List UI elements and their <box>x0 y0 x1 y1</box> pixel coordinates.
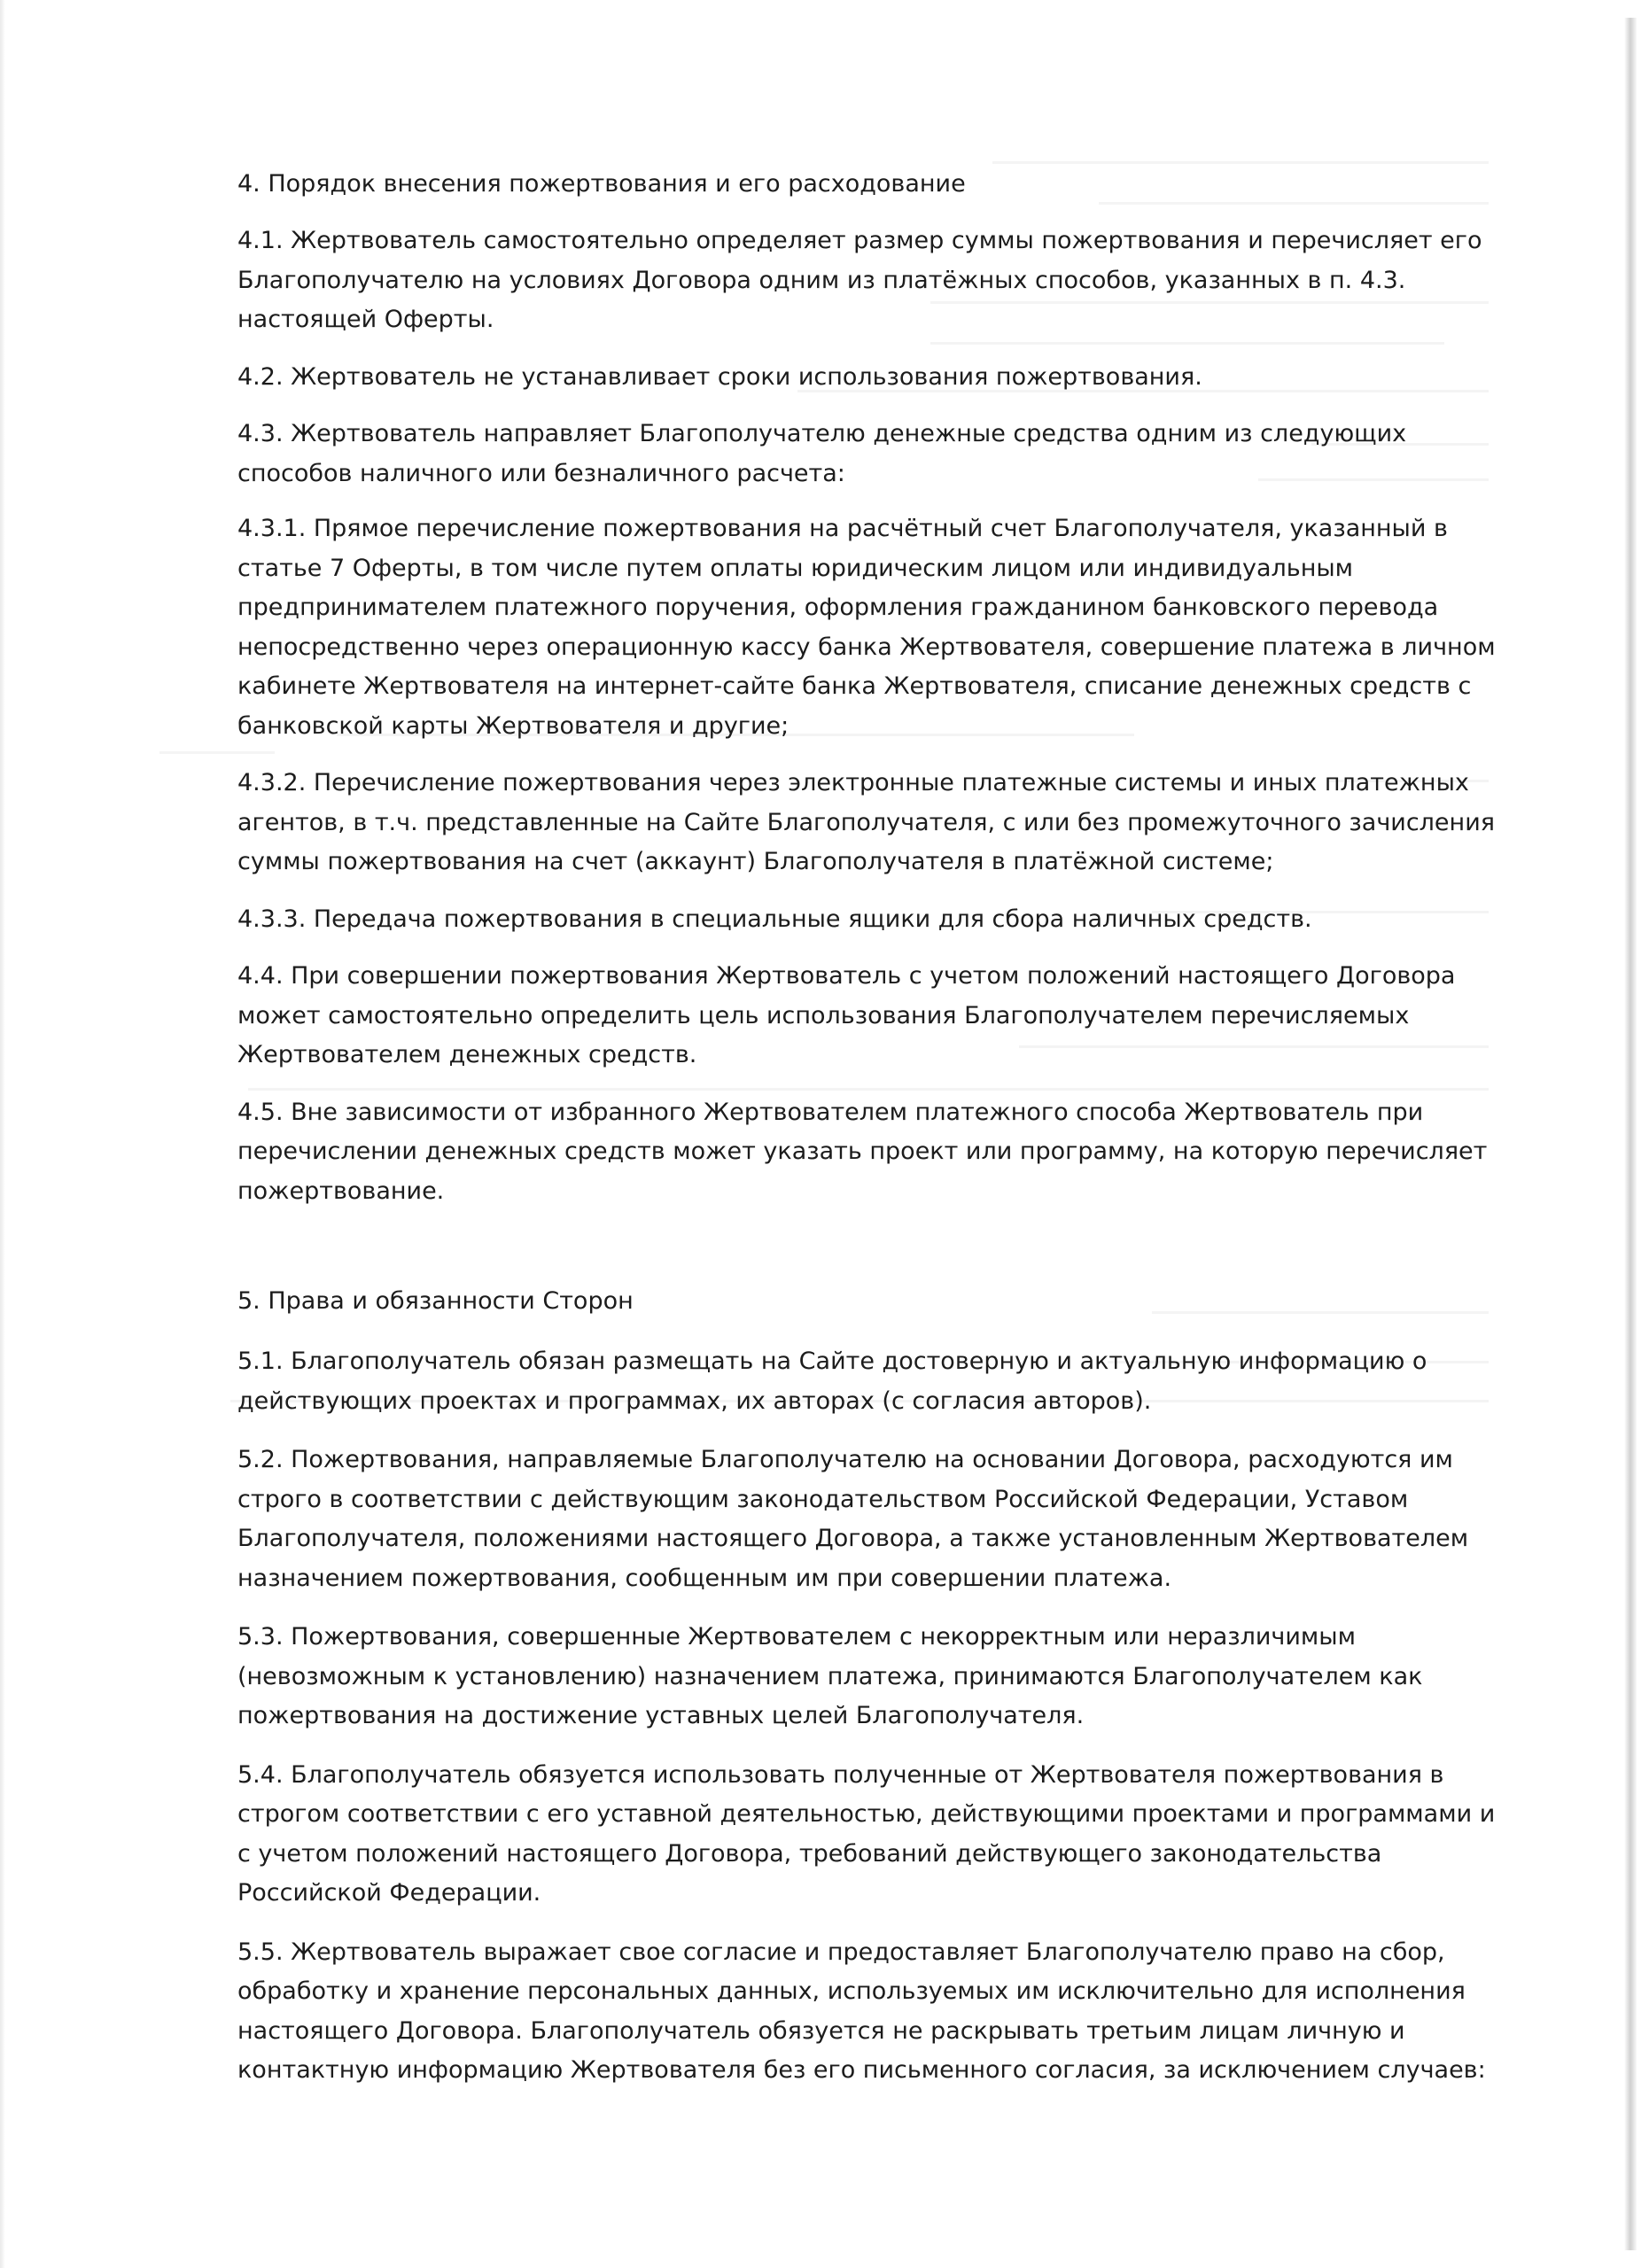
scan-edge-left <box>0 0 5 2268</box>
section-5-heading: 5. Права и обязанности Сторон <box>237 1287 634 1315</box>
paragraph-4-5: 4.5. Вне зависимости от избранного Жертвователем платежного способа Жертвователь при перечислении денежных средств может указать проект или программу, на которую перечисляет пожертвование. <box>237 1098 1488 1205</box>
paragraph-4-3-2: 4.3.2. Перечисление пожертвования через электронные платежные системы и иных платежных агентов, в т.ч. представленные на Сайте Благополучателя, с или без промежуточного зачисления суммы пожертвования на счет (аккаунт) Благополучателя в платёжной системе; <box>237 769 1495 875</box>
paragraph-5-2: 5.2. Пожертвования, направляемые Благополучателю на основании Договора, расходуются им строго в соответствии с действующим законодательством Российской Федерации, Уставом Благополучателя, положениями настоящего Договора, а также установленным Жертвователем назначением пожертвования, сообщенным им при совершении платежа. <box>237 1446 1469 1592</box>
paragraph-5-4: 5.4. Благополучатель обязуется использовать полученные от Жертвователя пожертвования в строгом соответствии с его уставной деятельностью, действующими проектами и программами и с учетом положений настоящего Договора, требований действующего законодательства Российской Федерации. <box>237 1760 1496 1907</box>
section-5 <box>237 1284 1496 2091</box>
section-4 <box>237 167 1496 1211</box>
scan-edge-right <box>1624 18 1637 2250</box>
paragraph-4-3-1: 4.3.1. Прямое перечисление пожертвования на расчётный счет Благополучателя, указанный в статье 7 Оферты, в том числе путем оплаты юридическим лицом или индивидуальным предпринимателем платежного поручения, оформления гражданином банковского перевода непосредственно через операционную кассу банка Жертвователя, совершение платежа в личном кабинете Жертвователя на интернет-сайте банка Жертвователя, списание денежных средств с банковской карты Жертвователя и другие; <box>237 515 1496 740</box>
section-4-heading: 4. Порядок внесения пожертвования и его расходование <box>237 170 966 198</box>
paragraph-4-3-3: 4.3.3. Передача пожертвования в специальные ящики для сбора наличных средств. <box>237 905 1312 933</box>
document-page <box>237 167 1496 2091</box>
paragraph-5-1: 5.1. Благополучатель обязан размещать на Сайте достоверную и актуальную информацию о действующих проектах и программах, их авторах (с согласия авторов). <box>237 1348 1427 1415</box>
paragraph-5-5: 5.5. Жертвователь выражает свое согласие и предоставляет Благополучателю право на сбор, обработку и хранение персональных данных, используемых им исключительно для исполнения настоящего Договора. Благополучатель обязуется не раскрывать третьим лицам личную и контактную информацию Жертвователя без его письменного согласия, за исключением случаев: <box>237 1938 1486 2084</box>
paragraph-5-3: 5.3. Пожертвования, совершенные Жертвователем с некорректным или неразличимым (невозможным к установлению) назначением платежа, принимаются Благополучателем как пожертвования на достижение уставных целей Благополучателя. <box>237 1623 1423 1729</box>
paragraph-4-4: 4.4. При совершении пожертвования Жертвователь с учетом положений настоящего Договора может самостоятельно определить цель использования Благополучателем перечисляемых Жертвователем денежных средств. <box>237 962 1456 1068</box>
paragraph-4-1: 4.1. Жертвователь самостоятельно определяет размер суммы пожертвования и перечисляет его Благополучателю на условиях Договора одним из платёжных способов, указанных в п. 4.3. настоящей Оферты. <box>237 227 1482 333</box>
paragraph-4-2: 4.2. Жертвователь не устанавливает сроки использования пожертвования. <box>237 362 1202 391</box>
paragraph-4-3: 4.3. Жертвователь направляет Благополучателю денежные средства одним из следующих способов наличного или безналичного расчета: <box>237 420 1407 487</box>
